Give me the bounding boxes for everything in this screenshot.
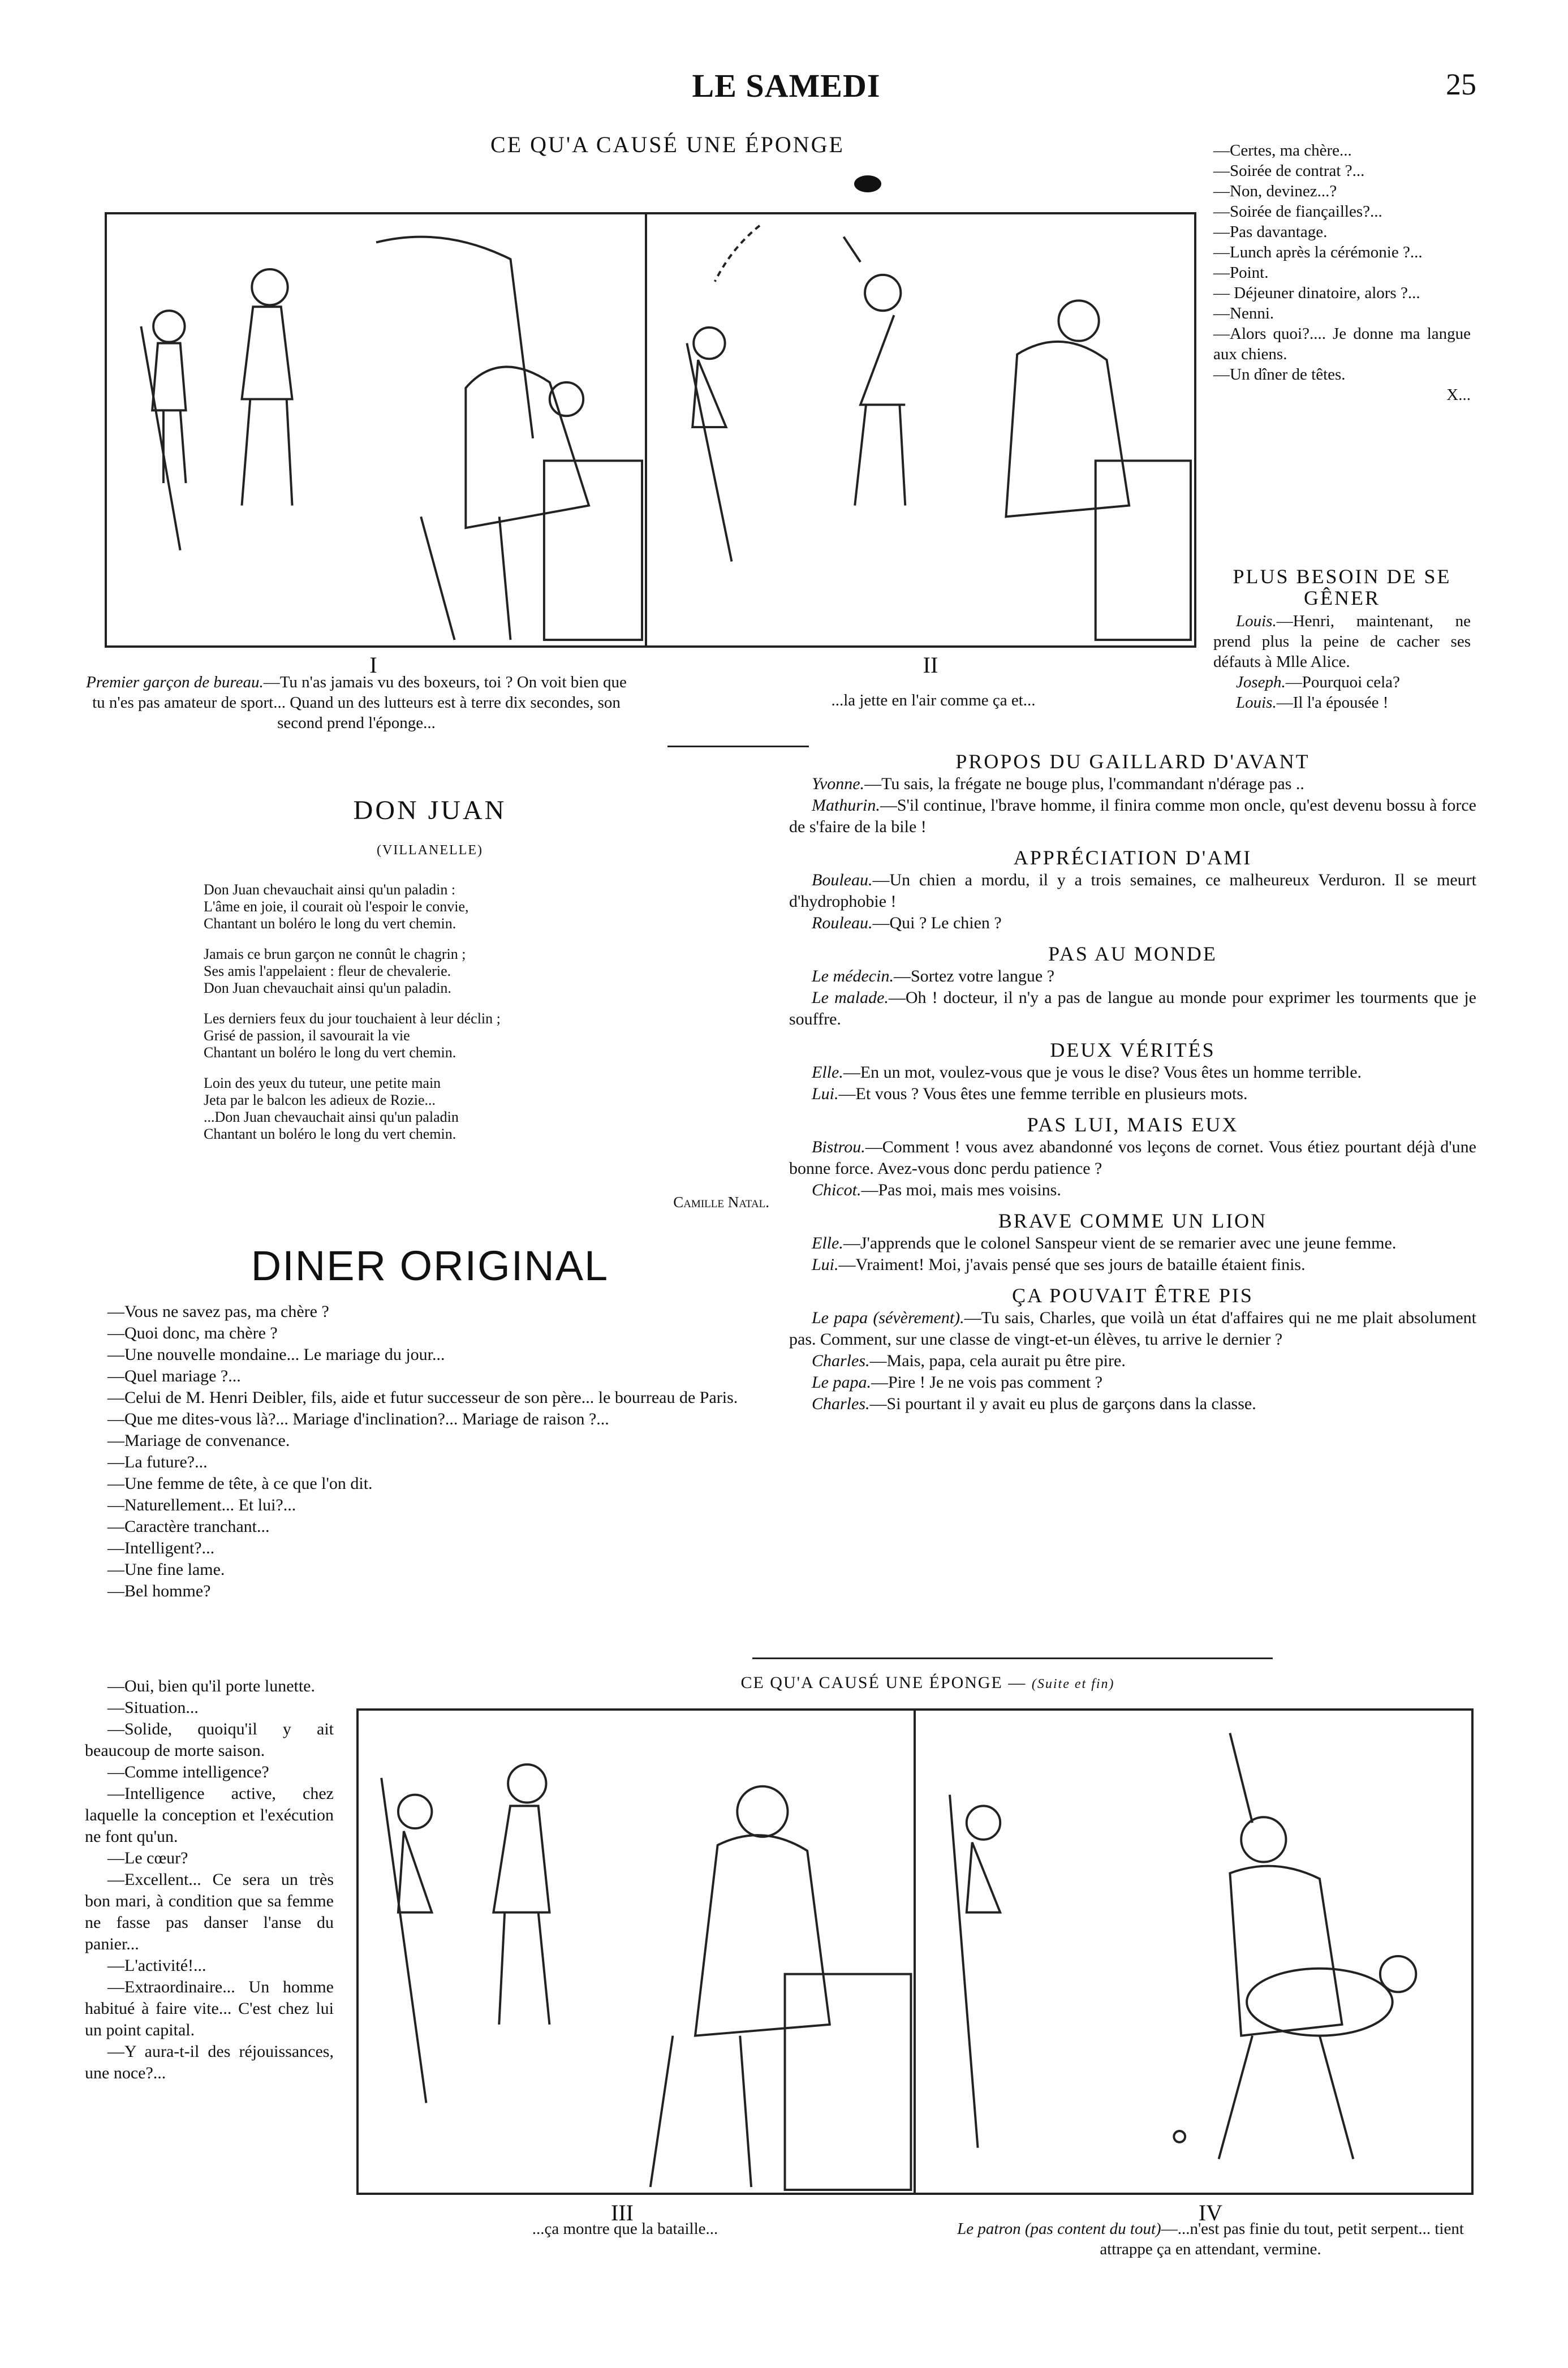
joke-title: PAS AU MONDE bbox=[1048, 942, 1217, 965]
joke-title: BRAVE COMME UN LION bbox=[998, 1209, 1268, 1232]
diner-title: DINER ORIGINAL bbox=[251, 1242, 609, 1289]
diner-line: —Le cœur? bbox=[107, 1849, 188, 1867]
joke-line bbox=[789, 1254, 1476, 1276]
diner-narrow-text bbox=[85, 1676, 334, 2084]
speaker: Yvonne. bbox=[812, 774, 865, 793]
poem-verse: Don Juan chevauchait ainsi qu'un paladin. bbox=[204, 980, 451, 996]
speaker: Le papa (sévèrement). bbox=[812, 1308, 964, 1327]
diner-line: —Solide, quoiqu'il y ait beaucoup de morte saison. bbox=[85, 1720, 334, 1760]
diner-line: —Situation... bbox=[107, 1698, 199, 1717]
poem-verse: L'âme en joie, il courait où l'espoir le convie, bbox=[204, 898, 469, 915]
comic-panel-4-illustration bbox=[916, 1711, 1471, 2193]
poem-verse: Chantant un boléro le long du vert chemin. bbox=[204, 1044, 456, 1061]
poem-verse: Jeta par le balcon les adieux de Rozie... bbox=[204, 1092, 436, 1108]
sponge-mark bbox=[854, 175, 881, 192]
strip-bottom-title-suffix: (Suite et fin) bbox=[1031, 1677, 1115, 1691]
line-text: —Pourquoi cela? bbox=[1285, 673, 1400, 691]
diner-line: —Caractère tranchant... bbox=[107, 1517, 270, 1536]
dialogue-line: —Pas davantage. bbox=[1213, 223, 1328, 241]
dialogue-line: —Point. bbox=[1213, 264, 1269, 282]
line-text: —S'il continue, l'brave homme, il finira comme mon oncle, qu'est devenu bossu à force de s'faire de la bile ! bbox=[789, 796, 1476, 836]
joke-line bbox=[789, 1393, 1476, 1415]
jokes-column bbox=[789, 750, 1476, 1415]
strip-bottom-title bbox=[673, 1673, 1182, 1693]
dialogue-line: —Soirée de contrat ?... bbox=[1213, 162, 1365, 180]
joke-line bbox=[789, 1307, 1476, 1350]
diner-line: —Excellent... Ce sera un très bon mari, à condition que sa femme ne fasse pas danser l'anse du panier... bbox=[85, 1870, 334, 1953]
joke-line bbox=[789, 1062, 1476, 1083]
line-text: —J'apprends que le colonel Sanspeur vient de se remarier avec une jeune femme. bbox=[843, 1234, 1397, 1252]
joke-line bbox=[789, 1372, 1476, 1393]
strip-top-title: CE QU'A CAUSÉ UNE ÉPONGE bbox=[490, 132, 845, 157]
line-text: —Oh ! docteur, il n'y a pas de langue au monde pour exprimer les tourments que je souffre. bbox=[789, 988, 1476, 1028]
comic-panel-1-illustration bbox=[107, 214, 645, 645]
don-juan-subtitle: (VILLANELLE) bbox=[377, 843, 483, 858]
joke-title: DEUX VÉRITÉS bbox=[1050, 1039, 1216, 1061]
speaker: Joseph. bbox=[1236, 673, 1286, 691]
panel-4-caption bbox=[956, 2219, 1465, 2259]
joke-block bbox=[789, 1209, 1476, 1276]
joke-block bbox=[789, 1038, 1476, 1105]
poem-verse: Loin des yeux du tuteur, une petite main bbox=[204, 1075, 441, 1091]
panel-3-number: III bbox=[611, 2200, 634, 2225]
panel-4-caption-speaker: Le patron (pas content du tout) bbox=[957, 2220, 1161, 2238]
line-text: —Vraiment! Moi, j'avais pensé que ses jours de bataille étaient finis. bbox=[838, 1255, 1306, 1274]
dialogue-signature: X... bbox=[1446, 386, 1471, 404]
panel-3-caption: ...ça montre que la bataille... bbox=[532, 2220, 718, 2238]
poem-stanza bbox=[204, 946, 634, 997]
diner-line: —Naturellement... Et lui?... bbox=[107, 1496, 296, 1514]
diner-line: —Quel mariage ?... bbox=[107, 1367, 241, 1385]
line-text: —Si pourtant il y avait eu plus de garçons dans la classe. bbox=[869, 1394, 1256, 1413]
joke-line bbox=[789, 869, 1476, 912]
line-text: —Pire ! Je ne vois pas comment ? bbox=[871, 1373, 1103, 1392]
joke-line bbox=[789, 966, 1476, 987]
diner-line: —Une fine lame. bbox=[107, 1560, 225, 1579]
section-rule bbox=[752, 1657, 1273, 1659]
speaker: Chicot. bbox=[812, 1181, 861, 1199]
joke-line bbox=[1213, 611, 1471, 672]
comic-panel-3-illustration bbox=[359, 1711, 914, 2193]
line-text: —Et vous ? Vous êtes une femme terrible en plusieurs mots. bbox=[838, 1084, 1248, 1103]
speaker: Le médecin. bbox=[812, 967, 894, 985]
diner-line: —L'activité!... bbox=[107, 1956, 206, 1975]
speaker: Charles. bbox=[812, 1351, 870, 1370]
panel-1-caption-text: —Tu n'as jamais vu des boxeurs, toi ? On voit bien que tu n'es pas amateur de sport... Quand un des lutteurs est à terre dix secondes, son second prend l'éponge... bbox=[92, 673, 627, 732]
speaker: Charles. bbox=[812, 1394, 870, 1413]
dialogue-line: — Déjeuner dinatoire, alors ?... bbox=[1213, 284, 1420, 302]
line-text: —Mais, papa, cela aurait pu être pire. bbox=[869, 1351, 1126, 1370]
joke-block bbox=[789, 750, 1476, 838]
dialogue-line: —Soirée de fiançailles?... bbox=[1213, 203, 1382, 221]
poem-stanza bbox=[204, 1075, 634, 1143]
right-dialogue bbox=[1213, 140, 1471, 405]
poem-verse: Ses amis l'appelaient : fleur de chevalerie. bbox=[204, 963, 451, 979]
diner-line: —Intelligent?... bbox=[107, 1539, 215, 1557]
joke-line bbox=[789, 987, 1476, 1030]
speaker: Louis. bbox=[1236, 694, 1277, 712]
dialogue-line: —Non, devinez...? bbox=[1213, 182, 1337, 200]
diner-line: —Oui, bien qu'il porte lunette. bbox=[107, 1677, 316, 1695]
joke-title: PAS LUI, MAIS EUX bbox=[1027, 1113, 1239, 1136]
section-rule bbox=[667, 746, 809, 747]
poem-verse: Don Juan chevauchait ainsi qu'un paladin : bbox=[204, 881, 456, 898]
dialogue-line: —Un dîner de têtes. bbox=[1213, 365, 1346, 384]
diner-line: —Que me dites-vous là?... Mariage d'inclination?... Mariage de raison ?... bbox=[107, 1410, 609, 1428]
diner-line: —Intelligence active, chez laquelle la conception et l'exécution ne font qu'un. bbox=[85, 1784, 334, 1846]
comic-panel-2 bbox=[645, 212, 1196, 648]
line-text: —Henri, maintenant, ne prend plus la peine de cacher ses défauts à Mlle Alice. bbox=[1213, 612, 1471, 671]
speaker: Louis. bbox=[1236, 612, 1277, 630]
speaker: Le malade. bbox=[812, 988, 889, 1007]
line-text: —Sortez votre langue ? bbox=[893, 967, 1055, 985]
line-text: —Comment ! vous avez abandonné vos leçons de cornet. Vous étiez pourtant déjà d'une bonne force. Avez-vous donc perdu patience ? bbox=[789, 1138, 1476, 1178]
speaker: Rouleau. bbox=[812, 914, 873, 932]
dialogue-line: —Nenni. bbox=[1213, 304, 1274, 322]
line-text: —Un chien a mordu, il y a trois semaines, ce malheureux Verduron. Il se meurt d'hydrophobie ! bbox=[789, 871, 1476, 911]
joke-block bbox=[789, 1284, 1476, 1415]
don-juan-author: Camille Natal. bbox=[673, 1194, 769, 1211]
diner-line: —Celui de M. Henri Deibler, fils, aide et futur successeur de son père... le bourreau de Paris. bbox=[107, 1388, 738, 1407]
speaker: Bistrou. bbox=[812, 1138, 865, 1156]
page-header-title: LE SAMEDI bbox=[692, 67, 881, 104]
diner-line: —Comme intelligence? bbox=[107, 1763, 269, 1781]
line-text: —Tu sais, la frégate ne bouge plus, l'commandant n'dérage pas .. bbox=[864, 774, 1304, 793]
joke-title: PROPOS DU GAILLARD D'AVANT bbox=[955, 750, 1310, 773]
joke-title: APPRÉCIATION D'AMI bbox=[1013, 846, 1252, 869]
diner-line: —Extraordinaire... Un homme habitué à faire vite... C'est chez lui un point capital. bbox=[85, 1978, 334, 2039]
line-text: —Il l'a épousée ! bbox=[1276, 694, 1389, 712]
panel-4-caption-text: —...n'est pas finie du tout, petit serpent... tient attrappe ça en attendant, vermine. bbox=[1100, 2220, 1464, 2258]
comic-panel-1 bbox=[105, 212, 648, 648]
joke-line bbox=[1213, 672, 1471, 692]
line-text: —Qui ? Le chien ? bbox=[872, 914, 1002, 932]
diner-wide-text bbox=[85, 1301, 769, 1602]
joke-block bbox=[789, 1113, 1476, 1201]
poem-verse: Chantant un boléro le long du vert chemin. bbox=[204, 1126, 456, 1142]
comic-panel-4 bbox=[914, 1708, 1474, 2195]
joke-line bbox=[789, 773, 1476, 795]
panel-1-number: I bbox=[369, 652, 377, 678]
plus-besoin-title: PLUS BESOIN DE SE GÊNER bbox=[1233, 565, 1451, 609]
speaker: Elle. bbox=[812, 1063, 843, 1082]
speaker: Lui. bbox=[812, 1255, 839, 1274]
diner-line: —Bel homme? bbox=[107, 1582, 211, 1600]
panel-2-caption: ...la jette en l'air comme ça et... bbox=[831, 691, 1036, 709]
page-number: 25 bbox=[1446, 67, 1476, 101]
joke-line bbox=[789, 1136, 1476, 1179]
joke-title: ÇA POUVAIT ÊTRE PIS bbox=[1012, 1284, 1253, 1307]
diner-line: —Une femme de tête, à ce que l'on dit. bbox=[107, 1474, 373, 1493]
panel-4-number: IV bbox=[1198, 2200, 1223, 2225]
poem-verse: Chantant un boléro le long du vert chemin. bbox=[204, 915, 456, 932]
diner-line: —Y aura-t-il des réjouissances, une noce?... bbox=[85, 2042, 334, 2082]
dialogue-line: —Certes, ma chère... bbox=[1213, 141, 1352, 160]
poem-verse: ...Don Juan chevauchait ainsi qu'un paladin bbox=[204, 1109, 459, 1125]
diner-line: —Quoi donc, ma chère ? bbox=[107, 1324, 278, 1342]
joke-line bbox=[789, 912, 1476, 934]
joke-line bbox=[1213, 692, 1471, 713]
plus-besoin-body bbox=[1213, 611, 1471, 713]
panel-1-caption-speaker: Premier garçon de bureau. bbox=[86, 673, 264, 691]
joke-line bbox=[789, 1233, 1476, 1254]
diner-line: —Mariage de convenance. bbox=[107, 1431, 290, 1450]
poem-stanza bbox=[204, 1010, 634, 1061]
joke-line bbox=[789, 795, 1476, 838]
comic-panel-2-illustration bbox=[647, 214, 1194, 645]
don-juan-title: DON JUAN bbox=[353, 795, 507, 825]
speaker: Mathurin. bbox=[812, 796, 880, 815]
comic-panel-3 bbox=[356, 1708, 916, 2195]
don-juan-poem bbox=[204, 881, 634, 1156]
speaker: Bouleau. bbox=[812, 871, 873, 889]
diner-line: —Une nouvelle mondaine... Le mariage du jour... bbox=[107, 1345, 445, 1364]
line-text: —Pas moi, mais mes voisins. bbox=[861, 1181, 1061, 1199]
strip-bottom-title-text: CE QU'A CAUSÉ UNE ÉPONGE — bbox=[740, 1673, 1027, 1692]
poem-verse: Jamais ce brun garçon ne connût le chagrin ; bbox=[204, 946, 466, 962]
dialogue-line: —Lunch après la cérémonie ?... bbox=[1213, 243, 1423, 261]
line-text: —Tu sais, Charles, que voilà un état d'affaires qui ne me plait absolument pas. Comment, sur une classe de vingt-et-un élèves, tu arrive le dernier ? bbox=[789, 1308, 1477, 1349]
diner-line: —La future?... bbox=[107, 1453, 208, 1471]
speaker: Elle. bbox=[812, 1234, 843, 1252]
line-text: —En un mot, voulez-vous que je vous le dise? Vous êtes un homme terrible. bbox=[843, 1063, 1362, 1082]
speaker: Le papa. bbox=[812, 1373, 871, 1392]
poem-verse: Grisé de passion, il savourait la vie bbox=[204, 1027, 410, 1044]
poem-verse: Les derniers feux du jour touchaient à leur déclin ; bbox=[204, 1010, 501, 1027]
panel-2-number: II bbox=[923, 652, 938, 678]
joke-line bbox=[789, 1179, 1476, 1201]
joke-line bbox=[789, 1083, 1476, 1105]
poem-stanza bbox=[204, 881, 634, 932]
joke-line bbox=[789, 1350, 1476, 1372]
joke-block bbox=[789, 942, 1476, 1030]
diner-line: —Vous ne savez pas, ma chère ? bbox=[107, 1302, 329, 1321]
joke-block bbox=[789, 846, 1476, 934]
panel-1-caption bbox=[85, 672, 628, 733]
speaker: Lui. bbox=[812, 1084, 839, 1103]
dialogue-line: —Alors quoi?.... Je donne ma langue aux chiens. bbox=[1213, 325, 1471, 363]
